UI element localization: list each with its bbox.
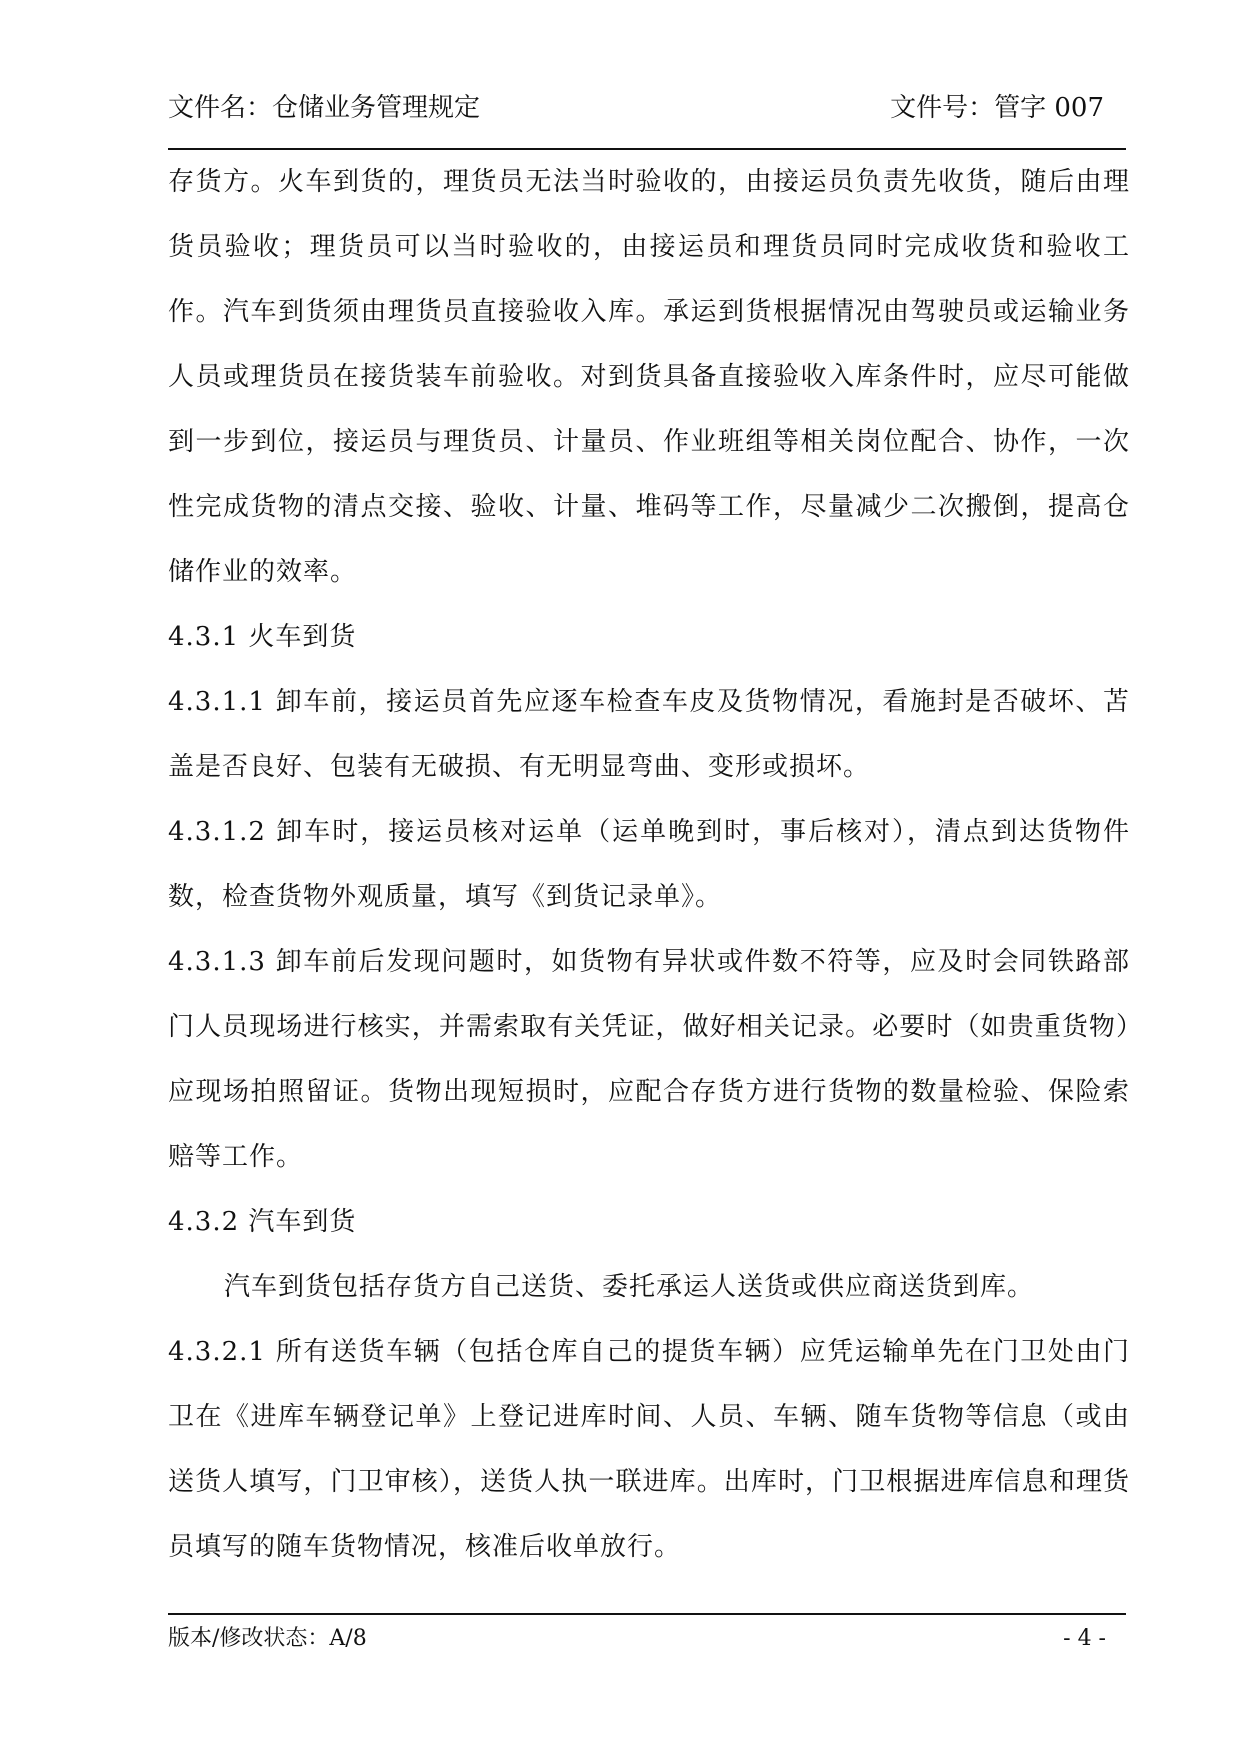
section-heading-4-3-2: 4.3.2 汽车到货 bbox=[168, 1207, 357, 1237]
clause-4-3-1-3: 4.3.1.3 卸车前后发现问题时，如货物有异状或件数不符等，应及时会同铁路部门人员现场进行核实，并需索取有关凭证，做好相关记录。必要时（如贵重货物）应现场拍照留证。货物出现短损时，应配合存货方进行货物的数量检验、保险索赔等工作。 bbox=[168, 947, 1130, 1172]
paragraph-truck-delivery: 汽车到货包括存货方自己送货、委托承运人送货或供应商送货到库。 bbox=[224, 1272, 1035, 1302]
clause-4-3-1-1: 4.3.1.1 卸车前，接运员首先应逐车检查车皮及货物情况，看施封是否破坏、苫盖是否良好、包装有无破损、有无明显弯曲、变形或损坏。 bbox=[168, 687, 1130, 782]
footer-divider bbox=[168, 1613, 1126, 1615]
file-number-label: 文件号：管字 007 bbox=[890, 93, 1104, 123]
section-heading-4-3-1: 4.3.1 火车到货 bbox=[168, 622, 357, 652]
paragraph-receiving-overview: 存货方。火车到货的，理货员无法当时验收的，由接运员负责先收货，随后由理货员验收；理货员可以当时验收的，由接运员和理货员同时完成收货和验收工作。汽车到货须由理货员直接验收入库。承运到货根据情况由驾驶员或运输业务人员或理货员在接货装车前验收。对到货具备直接验收入库条件时，应尽可能做到一步到位，接运员与理货员、计量员、作业班组等相关岗位配合、协作，一次性完成货物的清点交接、验收、计量、堆码等工作，尽量减少二次搬倒，提高仓储作业的效率。 bbox=[168, 167, 1130, 587]
clause-4-3-1-2: 4.3.1.2 卸车时，接运员核对运单（运单晚到时，事后核对），清点到达货物件数，检查货物外观质量，填写《到货记录单》。 bbox=[168, 817, 1130, 912]
file-name-label: 文件名：仓储业务管理规定 bbox=[168, 93, 481, 123]
page-number: - 4 - bbox=[1063, 1626, 1106, 1651]
page-header bbox=[168, 88, 1116, 128]
page-footer bbox=[168, 1621, 1116, 1657]
document-body bbox=[168, 150, 1130, 1580]
version-status-label: 版本/修改状态：A/8 bbox=[168, 1626, 367, 1651]
clause-4-3-2-1: 4.3.2.1 所有送货车辆（包括仓库自己的提货车辆）应凭运输单先在门卫处由门卫在《进库车辆登记单》上登记进库时间、人员、车辆、随车货物等信息（或由送货人填写，门卫审核），送货人执一联进库。出库时，门卫根据进库信息和理货员填写的随车货物情况，核准后收单放行。 bbox=[168, 1337, 1130, 1562]
